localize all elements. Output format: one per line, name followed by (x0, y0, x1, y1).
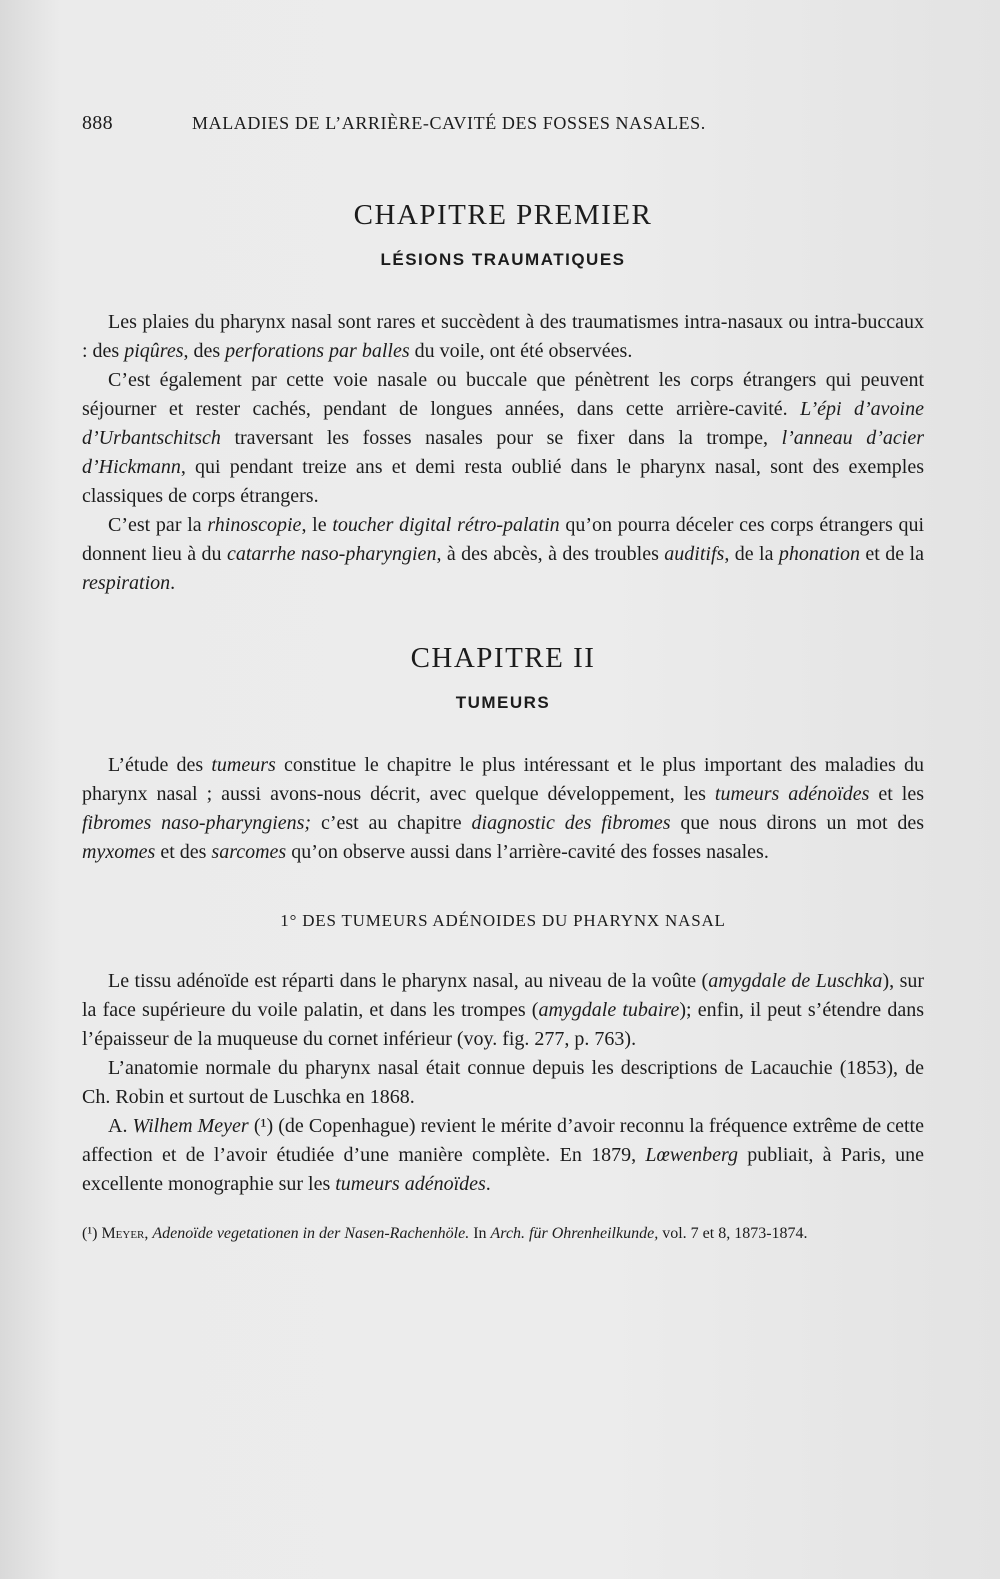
subsection-title: 1° DES TUMEURS ADÉNOIDES DU PHARYNX NASAL (280, 911, 726, 930)
paragraph: C’est également par cette voie nasale ou buccale que pénètrent les corps étrangers qui peuvent séjourner et rester cachés, pendant de longues années, dans cette arrière-cavité. L’épi d’avoine d’Urbantschitsch traversant les fosses nasales pour se fixer dans la trompe, l’anneau d’acier d’Hickmann, qui pendant treize ans et demi resta oublié dans le pharynx nasal, sont des exemples classiques de corps étrangers. (82, 369, 924, 507)
paragraph: Le tissu adénoïde est réparti dans le pharynx nasal, au niveau de la voûte (amygdale de Luschka), sur la face supérieure du voile palatin, et dans les trompes (amygdale tubaire); enfin, il peut s’étendre dans l’épaisseur de la muqueuse du cornet inférieur (voy. fig. 277, p. 763). (82, 970, 925, 1050)
paragraph: C’est par la rhinoscopie, le toucher digital rétro-palatin qu’on pourra déceler ces corps étrangers qui donnent lieu à du catarrhe naso-pharyngien, à des abcès, à des troubles auditifs, de la phonation et de la respiration. (82, 514, 924, 594)
page-number: 888 (82, 112, 113, 134)
running-title: MALADIES DE L’ARRIÈRE-CAVITÉ DES FOSSES NASALES. (192, 113, 706, 133)
paragraph: Les plaies du pharynx nasal sont rares et succèdent à des traumatismes intra-nasaux ou intra-buccaux : des piqûres, des perforations par balles du voile, ont été observées. (82, 311, 924, 362)
paragraph: L’étude des tumeurs constitue le chapitre le plus intéressant et le plus important des maladies du pharynx nasal ; aussi avons-nous décrit, avec quelque développement, les tumeurs adénoïdes et les fibromes naso-pharyngiens; c’est au chapitre diagnostic des fibromes que nous dirons un mot des myxomes et des sarcomes qu’on observe aussi dans l’arrière-cavité des fosses nasales. (82, 754, 925, 863)
paragraph: L’anatomie normale du pharynx nasal était connue depuis les descriptions de Lacauchie (1853), de Ch. Robin et surtout de Luschka en 1868. (82, 1057, 924, 1108)
section-title: LÉSIONS TRAUMATIQUES (380, 250, 626, 269)
running-head (82, 112, 924, 135)
paragraph: A. Wilhem Meyer (¹) (de Copenhague) revient le mérite d’avoir reconnu la fréquence extrême de cette affection et de l’avoir étudiée d’une manière complète. En 1879, Lœwenberg publiait, à Paris, une excellente monographie sur les tumeurs adénoïdes. (82, 1115, 925, 1195)
footnote: (¹) Meyer, Adenoïde vegetationen in der Nasen-Rachenhöle. In Arch. für Ohrenheilkunde, vol. 7 et 8, 1873-1874. (82, 1225, 808, 1242)
chapter-title: CHAPITRE PREMIER (353, 199, 653, 231)
section-title: TUMEURS (455, 693, 551, 712)
chapter-title: CHAPITRE II (410, 642, 596, 674)
